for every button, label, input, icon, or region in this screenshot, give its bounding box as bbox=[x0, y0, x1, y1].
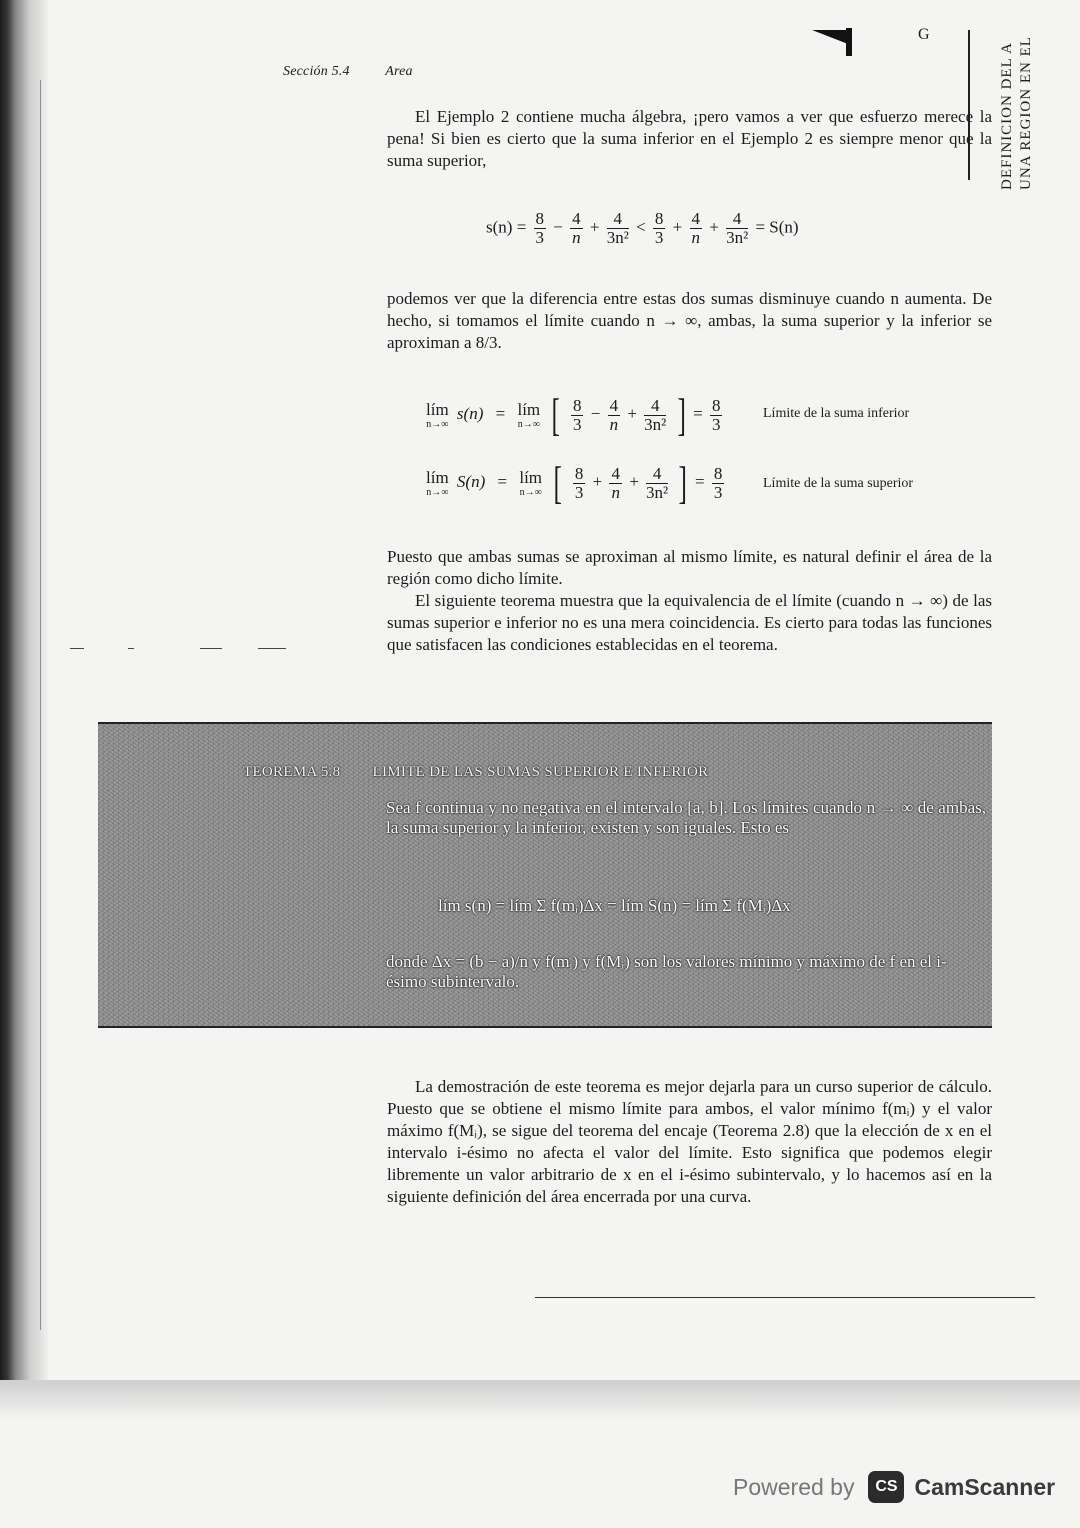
inequality-equation bbox=[486, 210, 799, 247]
limit-upper-sum: lím n→∞ S(n) = lím n→∞ [ $\frac{8}{3}$ + $\frac{4}{n}$ + $\frac{4}{\text{3n²}}$ ] = $\frac{8}{3}$ bbox=[426, 457, 723, 508]
fraction: $\frac{4}{n}$ bbox=[611, 463, 620, 502]
running-head bbox=[283, 64, 413, 80]
eq-rhs: = S(n) bbox=[755, 217, 799, 237]
fraction: $\frac{4}{n}$ bbox=[572, 209, 581, 247]
theorem-box bbox=[98, 722, 992, 1028]
page-bottom-shadow bbox=[0, 1380, 1080, 1420]
fraction: $\frac{8}{3}$ bbox=[572, 395, 582, 434]
camscanner-logo-icon: CS bbox=[868, 1471, 904, 1503]
margin-dash bbox=[200, 648, 222, 649]
operator: < bbox=[636, 217, 646, 237]
fraction: $\frac{8}{3}$ bbox=[574, 463, 584, 502]
fraction: $\frac{4}{\text{3n²}}$ bbox=[606, 209, 629, 247]
corner-tab-bar bbox=[846, 28, 852, 56]
lim-operator: lím n→∞ bbox=[519, 468, 543, 498]
theorem-label: TEOREMA 5.8 bbox=[243, 764, 341, 780]
bracket-right: ] bbox=[676, 389, 686, 440]
fraction: $\frac{8}{3}$ bbox=[535, 209, 545, 247]
lim-operator: lím n→∞ bbox=[426, 400, 449, 430]
result-fraction: $\frac{8}{3}$ bbox=[711, 395, 721, 434]
lim-operator: lím n→∞ bbox=[426, 468, 449, 498]
theorem-definitions: donde Δx = (b − a)/n y f(mᵢ) y f(Mᵢ) son los valores mínimo y máximo de f en el i-ésimo subintervalo. bbox=[386, 952, 947, 991]
result-fraction: $\frac{8}{3}$ bbox=[713, 463, 723, 502]
fraction: $\frac{4}{\text{3n²}}$ bbox=[726, 209, 749, 247]
theorem-heading bbox=[243, 764, 708, 781]
eq-lhs: s(n) = bbox=[486, 217, 527, 237]
camscanner-watermark bbox=[733, 1465, 1055, 1509]
paragraph-2: podemos ver que la diferencia entre estas dos sumas disminuye cuando n aumenta. De hecho, si tomamos el límite cuando n → ∞, ambas, la suma superior y la inferior se aproximan a 8/3. bbox=[387, 289, 992, 352]
camscanner-brand: CamScanner bbox=[914, 1473, 1056, 1500]
theorem-title: LIMITE DE LAS SUMAS SUPERIOR E INFERIOR bbox=[372, 764, 709, 780]
sidebar-line-1: DEFINICION DEL A bbox=[999, 42, 1015, 190]
bottom-rule bbox=[535, 1297, 1035, 1298]
bracket-left: [ bbox=[551, 389, 561, 440]
fraction: $\frac{4}{\text{3n²}}$ bbox=[646, 463, 669, 502]
operator: − bbox=[553, 217, 563, 237]
bracket-left: [ bbox=[553, 457, 563, 508]
operator: + bbox=[672, 217, 683, 237]
theorem-statement: Sea f continua y no negativa en el intervalo [a, b]. Los límites cuando n → ∞ de ambas, la suma superior y la inferior, existen y son iguales. Esto es bbox=[386, 798, 986, 837]
sidebar-line-2: UNA REGION EN EL bbox=[1018, 36, 1034, 190]
paragraph-3: Puesto que ambas sumas se aproximan al mismo límite, es natural definir el área de la región como dicho límite. El siguiente teorema muestra que la equivalencia de el límite (cuando n → ∞) de las sumas superior e inferior no es una mera coincidencia. Es cierto para todas las funciones que satisfacen las condiciones establecidas en el teorema. bbox=[387, 547, 992, 654]
margin-dash bbox=[70, 648, 84, 649]
operator: + bbox=[589, 217, 600, 237]
fraction: $\frac{4}{n}$ bbox=[691, 209, 701, 247]
paragraph-5: La demostración de este teorema es mejor dejarla para un curso superior de cálculo. Puesto que se obtiene el mismo límite para ambos, el valor mínimo f(mᵢ) y el valor máximo f(Mᵢ), se sigue del teorema del encaje (Teorema 2.8) que la elección de x en el intervalo i-ésimo no afecta el valor del límite. Esto significa que podemos elegir libremente un valor arbitrario de x en el i-ésimo subintervalo, y lo hacemos así en la siguiente definición del área encerrada por una curva. bbox=[387, 1077, 992, 1206]
operator: + bbox=[709, 217, 719, 237]
note-lower-sum: Límite de la suma inferior bbox=[763, 406, 910, 421]
function-name: s(n) bbox=[456, 403, 484, 423]
margin-dash bbox=[258, 648, 286, 649]
paragraph-1: El Ejemplo 2 contiene mucha álgebra, ¡pero vamos a ver que esfuerzo merece la pena! Si bien es cierto que la suma inferior en el Ejemplo 2 es siempre menor que la suma superior, bbox=[387, 107, 992, 170]
fraction: $\frac{4}{n}$ bbox=[609, 395, 619, 434]
sidebar-tab bbox=[998, 30, 1040, 190]
theorem-equation: lím s(n) = lím Σ f(mᵢ)Δx = lím S(n) = lím Σ f(Mᵢ)Δx bbox=[438, 896, 791, 915]
corner-glyph: G bbox=[918, 26, 930, 43]
bracket-right: ] bbox=[678, 457, 688, 508]
powered-by-text: Powered by bbox=[733, 1473, 855, 1500]
fraction: $\frac{8}{3}$ bbox=[654, 209, 664, 247]
limit-lower-sum: lím n→∞ s(n) = lím n→∞ [ $\frac{8}{3}$ − $\frac{4}{n}$ + $\frac{4}{\text{3n²}}$ ] = $\frac{8}{3}$ bbox=[426, 389, 721, 440]
section-number: Sección 5.4 bbox=[283, 64, 350, 79]
lim-operator: lím n→∞ bbox=[517, 400, 541, 430]
function-name: S(n) bbox=[456, 471, 486, 491]
note-upper-sum: Límite de la suma superior bbox=[763, 476, 914, 491]
binding-edge-line bbox=[40, 80, 41, 1330]
corner-tab-mark bbox=[812, 30, 848, 44]
fraction: $\frac{4}{\text{3n²}}$ bbox=[644, 395, 667, 434]
margin-dash bbox=[128, 648, 134, 649]
section-title: Area bbox=[385, 64, 413, 79]
